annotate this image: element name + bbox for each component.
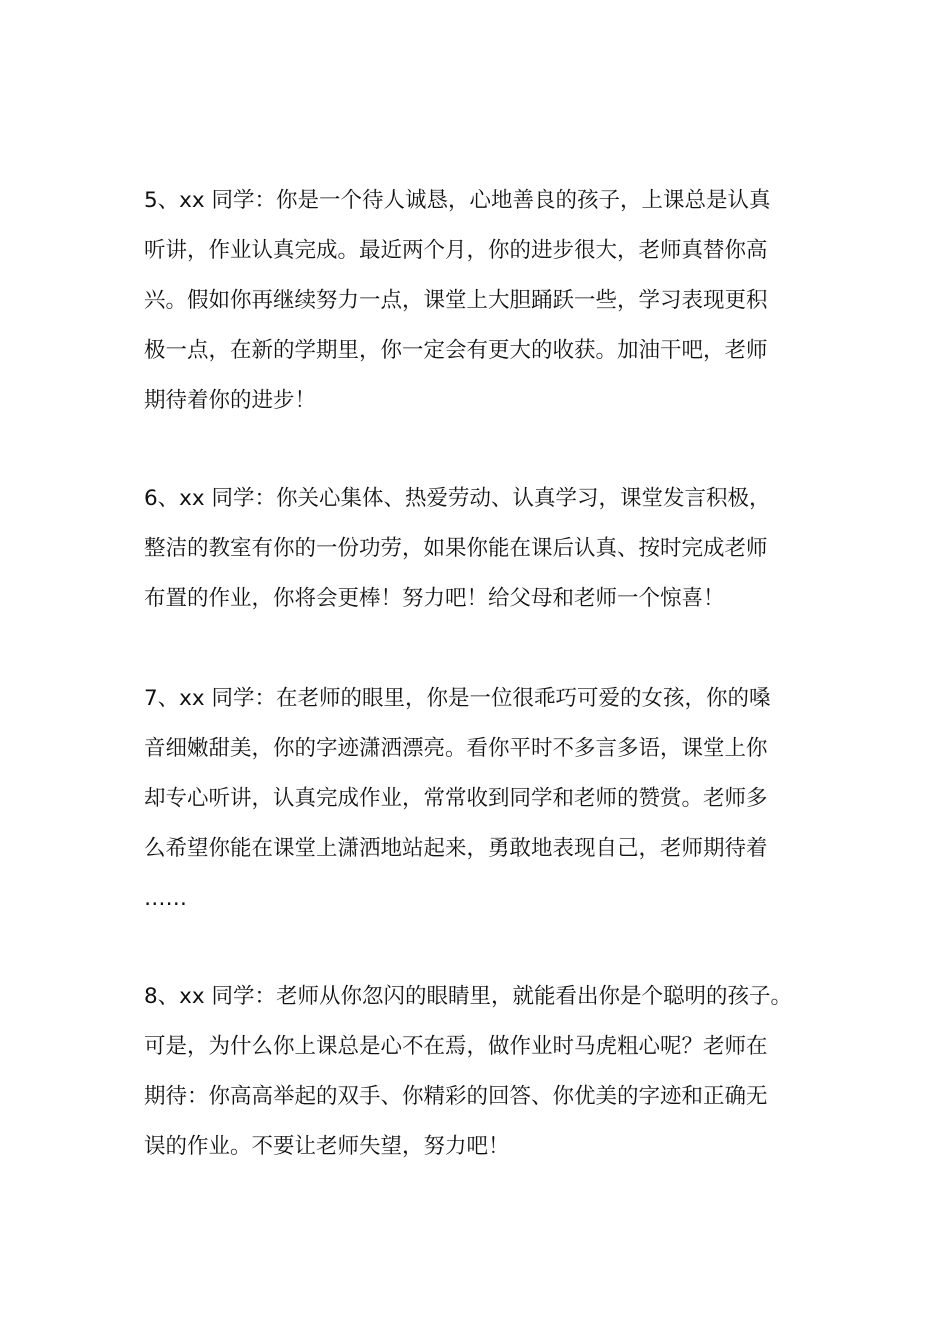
paragraph-line: 期待着你的进步！ (144, 388, 317, 413)
paragraph-line: 整洁的教室有你的一份功劳，如果你能在课后认真、按时完成老师 (144, 536, 768, 561)
paragraph-line: 兴。假如你再继续努力一点，课堂上大胆踊跃一些，学习表现更积 (144, 288, 768, 313)
paragraph-line: 极一点，在新的学期里，你一定会有更大的收获。加油干吧，老师 (144, 338, 768, 363)
comment-paragraph-8 (144, 972, 824, 1172)
paragraph-line: 么希望你能在课堂上潇洒地站起来，勇敢地表现自己，老师期待着 (144, 836, 768, 861)
comment-paragraph-7 (144, 674, 824, 924)
paragraph-line: 布置的作业，你将会更棒！努力吧！给父母和老师一个惊喜！ (144, 586, 725, 611)
paragraph-line: 5、xx 同学：你是一个待人诚恳，心地善良的孩子，上课总是认真 (144, 188, 771, 213)
paragraph-line: 期待：你高高举起的双手、你精彩的回答、你优美的字迹和正确无 (144, 1084, 768, 1109)
comment-paragraph-5 (144, 176, 824, 426)
paragraph-line: 却专心听讲，认真完成作业，常常收到同学和老师的赞赏。老师多 (144, 786, 768, 811)
paragraph-line: 可是，为什么你上课总是心不在焉，做作业时马虎粗心呢？老师在 (144, 1034, 768, 1059)
paragraph-line: 听讲，作业认真完成。最近两个月，你的进步很大，老师真替你高 (144, 238, 768, 263)
paragraph-line: 6、xx 同学：你关心集体、热爱劳动、认真学习，课堂发言积极， (144, 486, 771, 511)
comment-paragraph-6 (144, 474, 824, 624)
paragraph-line: 8、xx 同学：老师从你忽闪的眼睛里，就能看出你是个聪明的孩子。 (144, 984, 792, 1009)
paragraph-line: …… (144, 886, 187, 911)
paragraph-line: 误的作业。不要让老师失望，努力吧！ (144, 1134, 510, 1159)
paragraph-line: 音细嫩甜美，你的字迹潇洒漂亮。看你平时不多言多语，课堂上你 (144, 736, 768, 761)
paragraph-line: 7、xx 同学：在老师的眼里，你是一位很乖巧可爱的女孩，你的嗓 (144, 686, 771, 711)
